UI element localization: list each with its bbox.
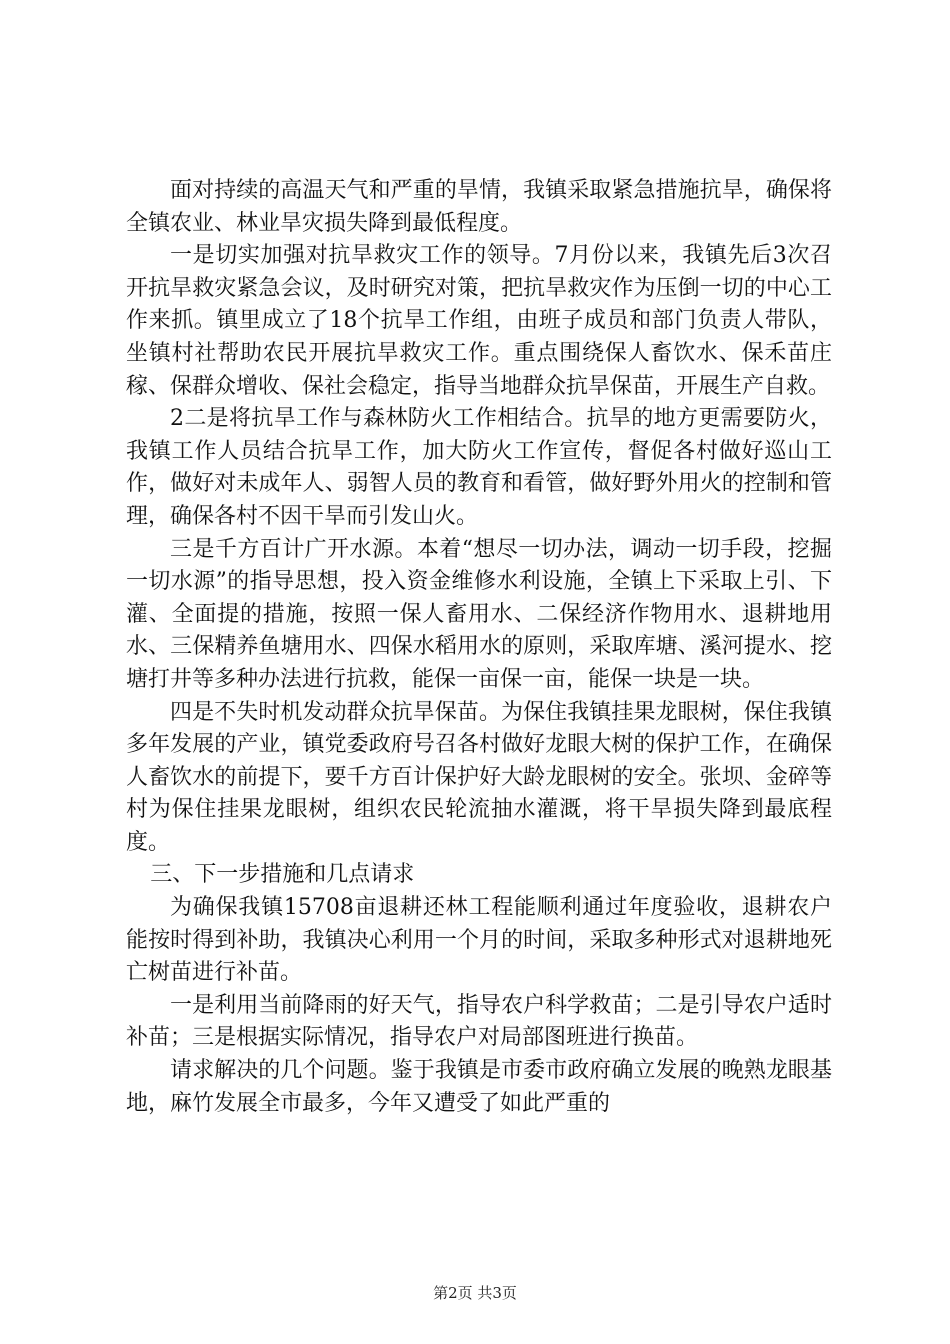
paragraph-leadership: 一是切实加强对抗旱救灾工作的领导。7月份以来，我镇先后3次召开抗旱救灾紧急会议，及时研究对策，把抗旱救灾作为压倒一切的中心工作来抓。镇里成立了18个抗旱工作组，由班子成员和部门负责人带队，坐镇村社帮助农民开展抗旱救灾工作。重点围绕保人畜饮水、保禾苗庄稼、保群众增收、保社会稳定，指导当地群众抗旱保苗，开展生产自救。 (126, 243, 832, 399)
section-heading-next-steps: 三、下一步措施和几点请求 (150, 862, 415, 888)
paragraph-intro: 面对持续的高温天气和严重的旱情，我镇采取紧急措施抗旱，确保将全镇农业、林业旱灾损失降到最低程度。 (126, 178, 832, 236)
document-body (126, 175, 832, 1120)
page-number-footer: 第2页 共3页 (433, 1284, 517, 1302)
paragraph-reforestation: 为确保我镇15708亩退耕还林工程能顺利通过年度验收，退耕农户能按时得到补助，我镇决心利用一个月的时间，采取多种形式对退耕地死亡树苗进行补苗。 (126, 895, 832, 986)
paragraph-fire-prevention: 2二是将抗旱工作与森林防火工作相结合。抗旱的地方更需要防火，我镇工作人员结合抗旱工作，加大防火工作宣传，督促各村做好巡山工作，做好对未成年人、弱智人员的教育和看管，做好野外用火的控制和管理，确保各村不因干旱而引发山火。 (126, 406, 832, 529)
paragraph-water-sources: 三是千方百计广开水源。本着“想尽一切办法，调动一切手段，挖掘一切水源”的指导思想，投入资金维修水利设施，全镇上下采取上引、下灌、全面提的措施，按照一保人畜用水、二保经济作物用水、退耕地用水、三保精养鱼塘用水、四保水稻用水的原则，采取库塘、溪河提水、挖塘打井等多种办法进行抗救，能保一亩保一亩，能保一块是一块。 (126, 536, 832, 692)
paragraph-seedling-measures: 一是利用当前降雨的好天气，指导农户科学救苗；二是引导农户适时补苗；三是根据实际情况，指导农户对局部图班进行换苗。 (126, 992, 832, 1051)
paragraph-requests: 请求解决的几个问题。鉴于我镇是市委市政府确立发展的晚熟龙眼基地，麻竹发展全市最多，今年又遭受了如此严重的 (126, 1058, 832, 1116)
paragraph-mobilize-masses: 四是不失时机发动群众抗旱保苗。为保住我镇挂果龙眼树，保住我镇多年发展的产业，镇党委政府号召各村做好龙眼大树的保护工作，在确保人畜饮水的前提下，要千方百计保护好大龄龙眼树的安全。张坝、金碎等村为保住挂果龙眼树，组织农民轮流抽水灌溉，将干旱损失降到最底程度。 (126, 699, 832, 855)
